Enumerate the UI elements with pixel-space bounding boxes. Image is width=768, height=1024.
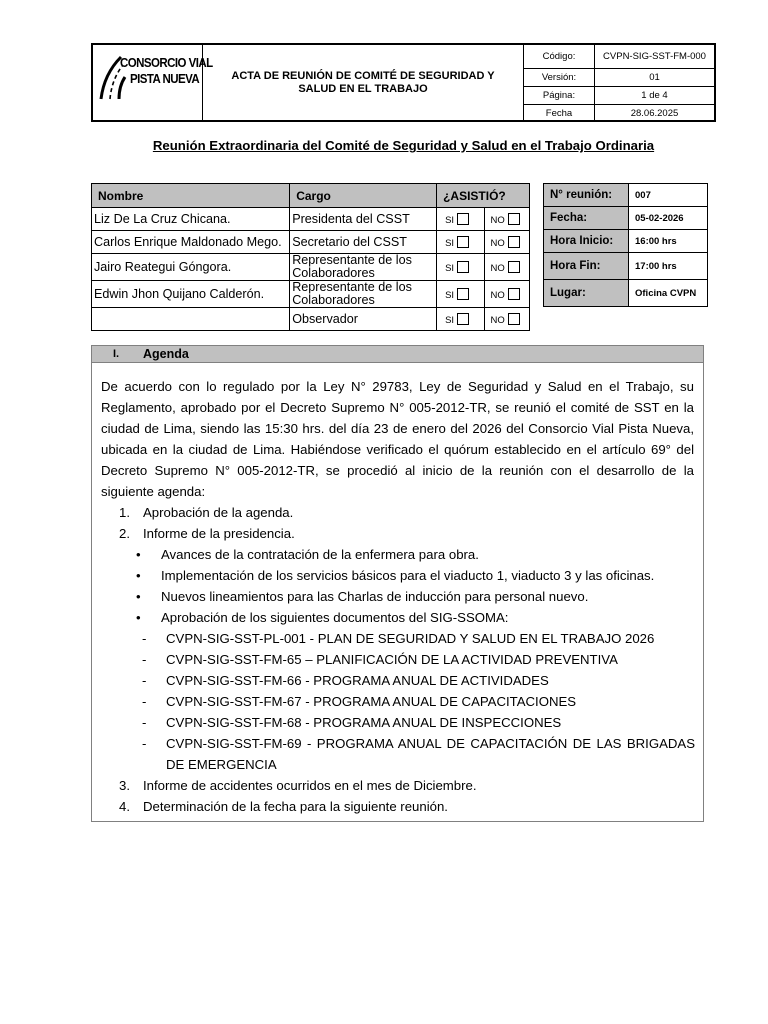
bullet-icon: • — [136, 610, 141, 625]
yes-label: SI — [445, 289, 455, 301]
agenda-header — [92, 346, 703, 363]
no-cell — [485, 281, 530, 308]
meta-date — [524, 105, 714, 122]
info-value: 007 — [629, 184, 708, 207]
meeting-subtitle: Reunión Extraordinaria del Comité de Seguridad y Salud en el Trabajo Ordinaria — [152, 138, 655, 153]
bullet-item: Implementación de los servicios básicos para el viaducto 1, viaducto 3 y las oficinas. — [161, 568, 655, 583]
no-checkbox[interactable] — [508, 213, 520, 225]
no-cell — [485, 208, 530, 231]
meta-value: 1 de 4 — [641, 89, 668, 101]
attendee-role: Representante de los Colaboradores — [290, 254, 437, 281]
yes-checkbox[interactable] — [457, 261, 469, 273]
header-attended: ¿ASISTIÓ? — [437, 184, 530, 208]
info-value: 16:00 hrs — [629, 230, 708, 253]
yes-label: SI — [445, 237, 455, 249]
meta-version — [524, 69, 714, 87]
no-cell — [485, 308, 530, 331]
document-item: CVPN-SIG-SST-FM-68 - PROGRAMA ANUAL DE INSPECCIONES — [166, 715, 562, 730]
document-item: CVPN-SIG-SST-FM-65 – PLANIFICACIÓN DE LA ACTIVIDAD PREVENTIVA — [166, 652, 618, 667]
section-title: Agenda — [143, 347, 189, 361]
item-marker: 1. — [119, 505, 130, 520]
no-checkbox[interactable] — [508, 261, 520, 273]
meta-code — [524, 45, 714, 69]
table-row — [92, 208, 530, 231]
yes-cell — [437, 281, 485, 308]
attendee-role: Representante de los Colaboradores — [290, 281, 437, 308]
no-label: NO — [490, 237, 505, 249]
info-value: 05-02-2026 — [629, 207, 708, 230]
bullet-icon: • — [136, 568, 141, 583]
yes-checkbox[interactable] — [457, 288, 469, 300]
company-logo — [93, 45, 213, 120]
dash-icon: - — [142, 673, 147, 688]
attendee-name: Carlos Enrique Maldonado Mego. — [92, 231, 290, 254]
document-title: ACTA DE REUNIÓN DE COMITÉ DE SEGURIDAD Y SALUD EN EL TRABAJO — [203, 45, 524, 120]
bullet-item: Aprobación de los siguientes documentos del SIG-SSOMA: — [161, 610, 509, 625]
document-item: CVPN-SIG-SST-PL-001 - PLAN DE SEGURIDAD Y SALUD EN EL TRABAJO 2026 — [166, 631, 655, 646]
meta-label: Página: — [524, 87, 595, 104]
no-checkbox[interactable] — [508, 288, 520, 300]
list-item: Aprobación de la agenda. — [143, 505, 294, 520]
info-row — [544, 253, 708, 280]
info-label: Lugar: — [544, 280, 629, 307]
bullet-icon: • — [136, 589, 141, 604]
attendee-name — [92, 308, 290, 331]
yes-checkbox[interactable] — [457, 236, 469, 248]
info-row — [544, 280, 708, 307]
meeting-info-table — [543, 183, 708, 307]
table-row — [92, 254, 530, 281]
item-marker: 3. — [119, 778, 130, 793]
info-value: Oficina CVPN — [629, 280, 708, 307]
no-checkbox[interactable] — [508, 313, 520, 325]
list-item: Informe de la presidencia. — [143, 526, 295, 541]
no-checkbox[interactable] — [508, 236, 520, 248]
yes-cell — [437, 254, 485, 281]
meta-label: Fecha — [524, 105, 595, 122]
no-label: NO — [490, 289, 505, 301]
yes-checkbox[interactable] — [457, 313, 469, 325]
dash-icon: - — [142, 694, 147, 709]
dash-icon: - — [142, 652, 147, 667]
info-row — [544, 207, 708, 230]
no-label: NO — [490, 262, 505, 274]
table-header-row — [92, 184, 530, 208]
yes-cell — [437, 231, 485, 254]
attendee-role: Secretario del CSST — [290, 231, 437, 254]
attendance-table — [91, 183, 530, 331]
header-name: Nombre — [92, 184, 290, 208]
bullet-item: Avances de la contratación de la enfermera para obra. — [161, 547, 479, 562]
no-cell — [485, 231, 530, 254]
item-marker: 4. — [119, 799, 130, 814]
list-item: Informe de accidentes ocurridos en el mes de Diciembre. — [143, 778, 477, 793]
agenda-section — [91, 345, 704, 822]
attendee-name: Liz De La Cruz Chicana. — [92, 208, 290, 231]
table-row — [92, 231, 530, 254]
info-row — [544, 184, 708, 207]
no-label: NO — [490, 314, 505, 326]
list-item: Determinación de la fecha para la siguiente reunión. — [143, 799, 448, 814]
dash-icon: - — [142, 631, 147, 646]
yes-cell — [437, 308, 485, 331]
document-meta — [524, 45, 714, 120]
attendee-role: Presidenta del CSST — [290, 208, 437, 231]
bullet-item: Nuevos lineamientos para las Charlas de inducción para personal nuevo. — [161, 589, 589, 604]
yes-checkbox[interactable] — [457, 213, 469, 225]
info-label: Fecha: — [544, 207, 629, 230]
table-row — [92, 308, 530, 331]
document-item: CVPN-SIG-SST-FM-67 - PROGRAMA ANUAL DE CAPACITACIONES — [166, 694, 577, 709]
meta-value: 01 — [649, 71, 660, 83]
document-item: CVPN-SIG-SST-FM-66 - PROGRAMA ANUAL DE ACTIVIDADES — [166, 673, 549, 688]
attendee-name: Jairo Reategui Góngora. — [92, 254, 290, 281]
yes-label: SI — [445, 262, 455, 274]
dash-icon: - — [142, 715, 147, 730]
info-label: Hora Fin: — [544, 253, 629, 280]
yes-label: SI — [445, 214, 455, 226]
dash-icon: - — [142, 736, 147, 751]
meta-page — [524, 87, 714, 105]
no-cell — [485, 254, 530, 281]
info-label: N° reunión: — [544, 184, 629, 207]
attendee-role: Observador — [290, 308, 437, 331]
info-row — [544, 230, 708, 253]
section-number: I. — [113, 348, 120, 360]
logo-text-line1: CONSORCIO VIAL — [120, 56, 213, 70]
meta-value: CVPN-SIG-SST-FM-000 — [603, 50, 706, 62]
info-label: Hora Inicio: — [544, 230, 629, 253]
meta-value: 28.06.2025 — [630, 107, 679, 119]
no-label: NO — [490, 214, 505, 226]
yes-label: SI — [445, 314, 455, 326]
header-role: Cargo — [290, 184, 437, 208]
table-row — [92, 281, 530, 308]
logo-text-line2: PISTA NUEVA — [130, 72, 200, 86]
document-item: CVPN-SIG-SST-FM-69 - PROGRAMA ANUAL DE CAPACITACIÓN DE LAS BRIGADAS DE EMERGENCIA — [166, 736, 695, 772]
meta-label: Código: — [524, 45, 595, 68]
attendee-name: Edwin Jhon Quijano Calderón. — [92, 281, 290, 308]
meta-label: Versión: — [524, 69, 595, 86]
agenda-intro: De acuerdo con lo regulado por la Ley N° 29783, Ley de Seguridad y Salud en el Trabajo, su Reglamento, aprobado por el Decreto Supremo N° 005-2012-TR, se reunió el comité de SST en la ciudad de Lima, siendo las 15:30 hrs. del día 23 de enero del 2026 del Consorcio Vial Pista Nueva, ubicada en la ciudad de Lima. Habiéndose verificado el quórum establecido en el artículo 69° del Decreto Supremo N° 005-2012-TR, se procedió al inicio de la reunión con el desarrollo de la siguiente agenda: — [101, 379, 694, 499]
bullet-icon: • — [136, 547, 141, 562]
document-header — [91, 43, 716, 122]
yes-cell — [437, 208, 485, 231]
info-value: 17:00 hrs — [629, 253, 708, 280]
item-marker: 2. — [119, 526, 130, 541]
